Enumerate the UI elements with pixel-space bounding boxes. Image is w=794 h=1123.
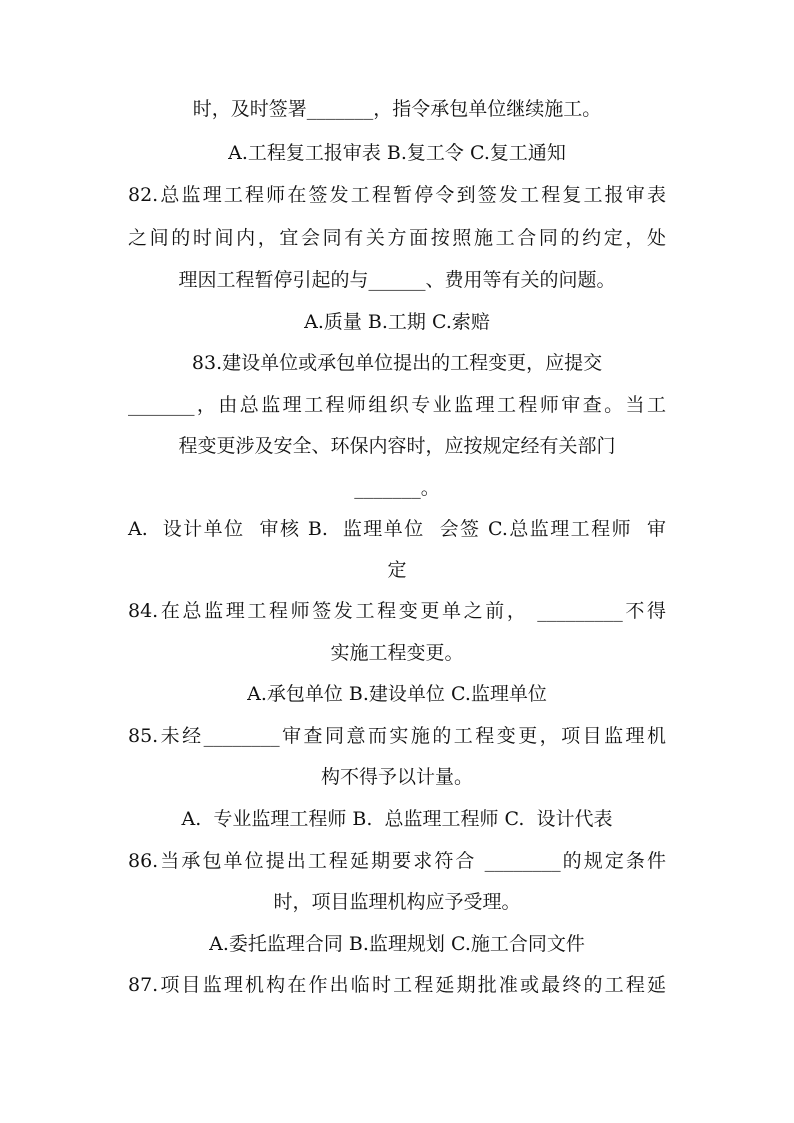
text-line: 实施工程变更。: [330, 642, 464, 664]
text-line: 程变更涉及安全、环保内容时，应按规定经有关部门: [178, 435, 616, 457]
answer-options: A. 专业监理工程师 B. 总监理工程师 C. 设计代表: [181, 808, 613, 830]
answer-options: A.委托监理合同 B.监理规划 C.施工合同文件: [209, 933, 585, 955]
text-line: 时，项目监理机构应予受理。: [273, 891, 521, 913]
question-82: 82.总监理工程师在签发工程暂停令到签发工程复工报审表: [128, 184, 666, 206]
question-86: 86.当承包单位提出工程延期要求符合 ________的规定条件: [128, 850, 666, 872]
question-83: 83.建设单位或承包单位提出的工程变更，应提交: [191, 352, 603, 374]
question-84: 84.在总监理工程师签发工程变更单之前， _________不得: [128, 600, 666, 622]
answer-options: A.承包单位 B.建设单位 C.监理单位: [247, 683, 547, 705]
text-line: 构不得予以计量。: [320, 766, 473, 788]
text-line: 之间的时间内，宜会同有关方面按照施工合同的约定，处: [128, 227, 666, 249]
answer-options: A. 设计单位 审核 B. 监理单位 会签 C.总监理工程师 审: [128, 518, 666, 540]
answer-options: A.质量 B.工期 C.索赔: [304, 311, 490, 333]
text-line: 时，及时签署_______，指令承包单位继续施工。: [192, 98, 602, 120]
answer-options: A.工程复工报审表 B.复工令 C.复工通知: [228, 142, 566, 164]
text-line: _______，由总监理工程师组织专业监理工程师审查。当工: [128, 394, 666, 416]
question-87: 87.项目监理机构在作出临时工程延期批准或最终的工程延: [128, 974, 666, 996]
text-line: _______。: [354, 477, 440, 499]
text-line: 理因工程暂停引起的与______、费用等有关的问题。: [178, 269, 616, 291]
text-line: 定: [387, 559, 407, 581]
question-85: 85.未经________审查同意而实施的工程变更，项目监理机: [128, 725, 666, 747]
